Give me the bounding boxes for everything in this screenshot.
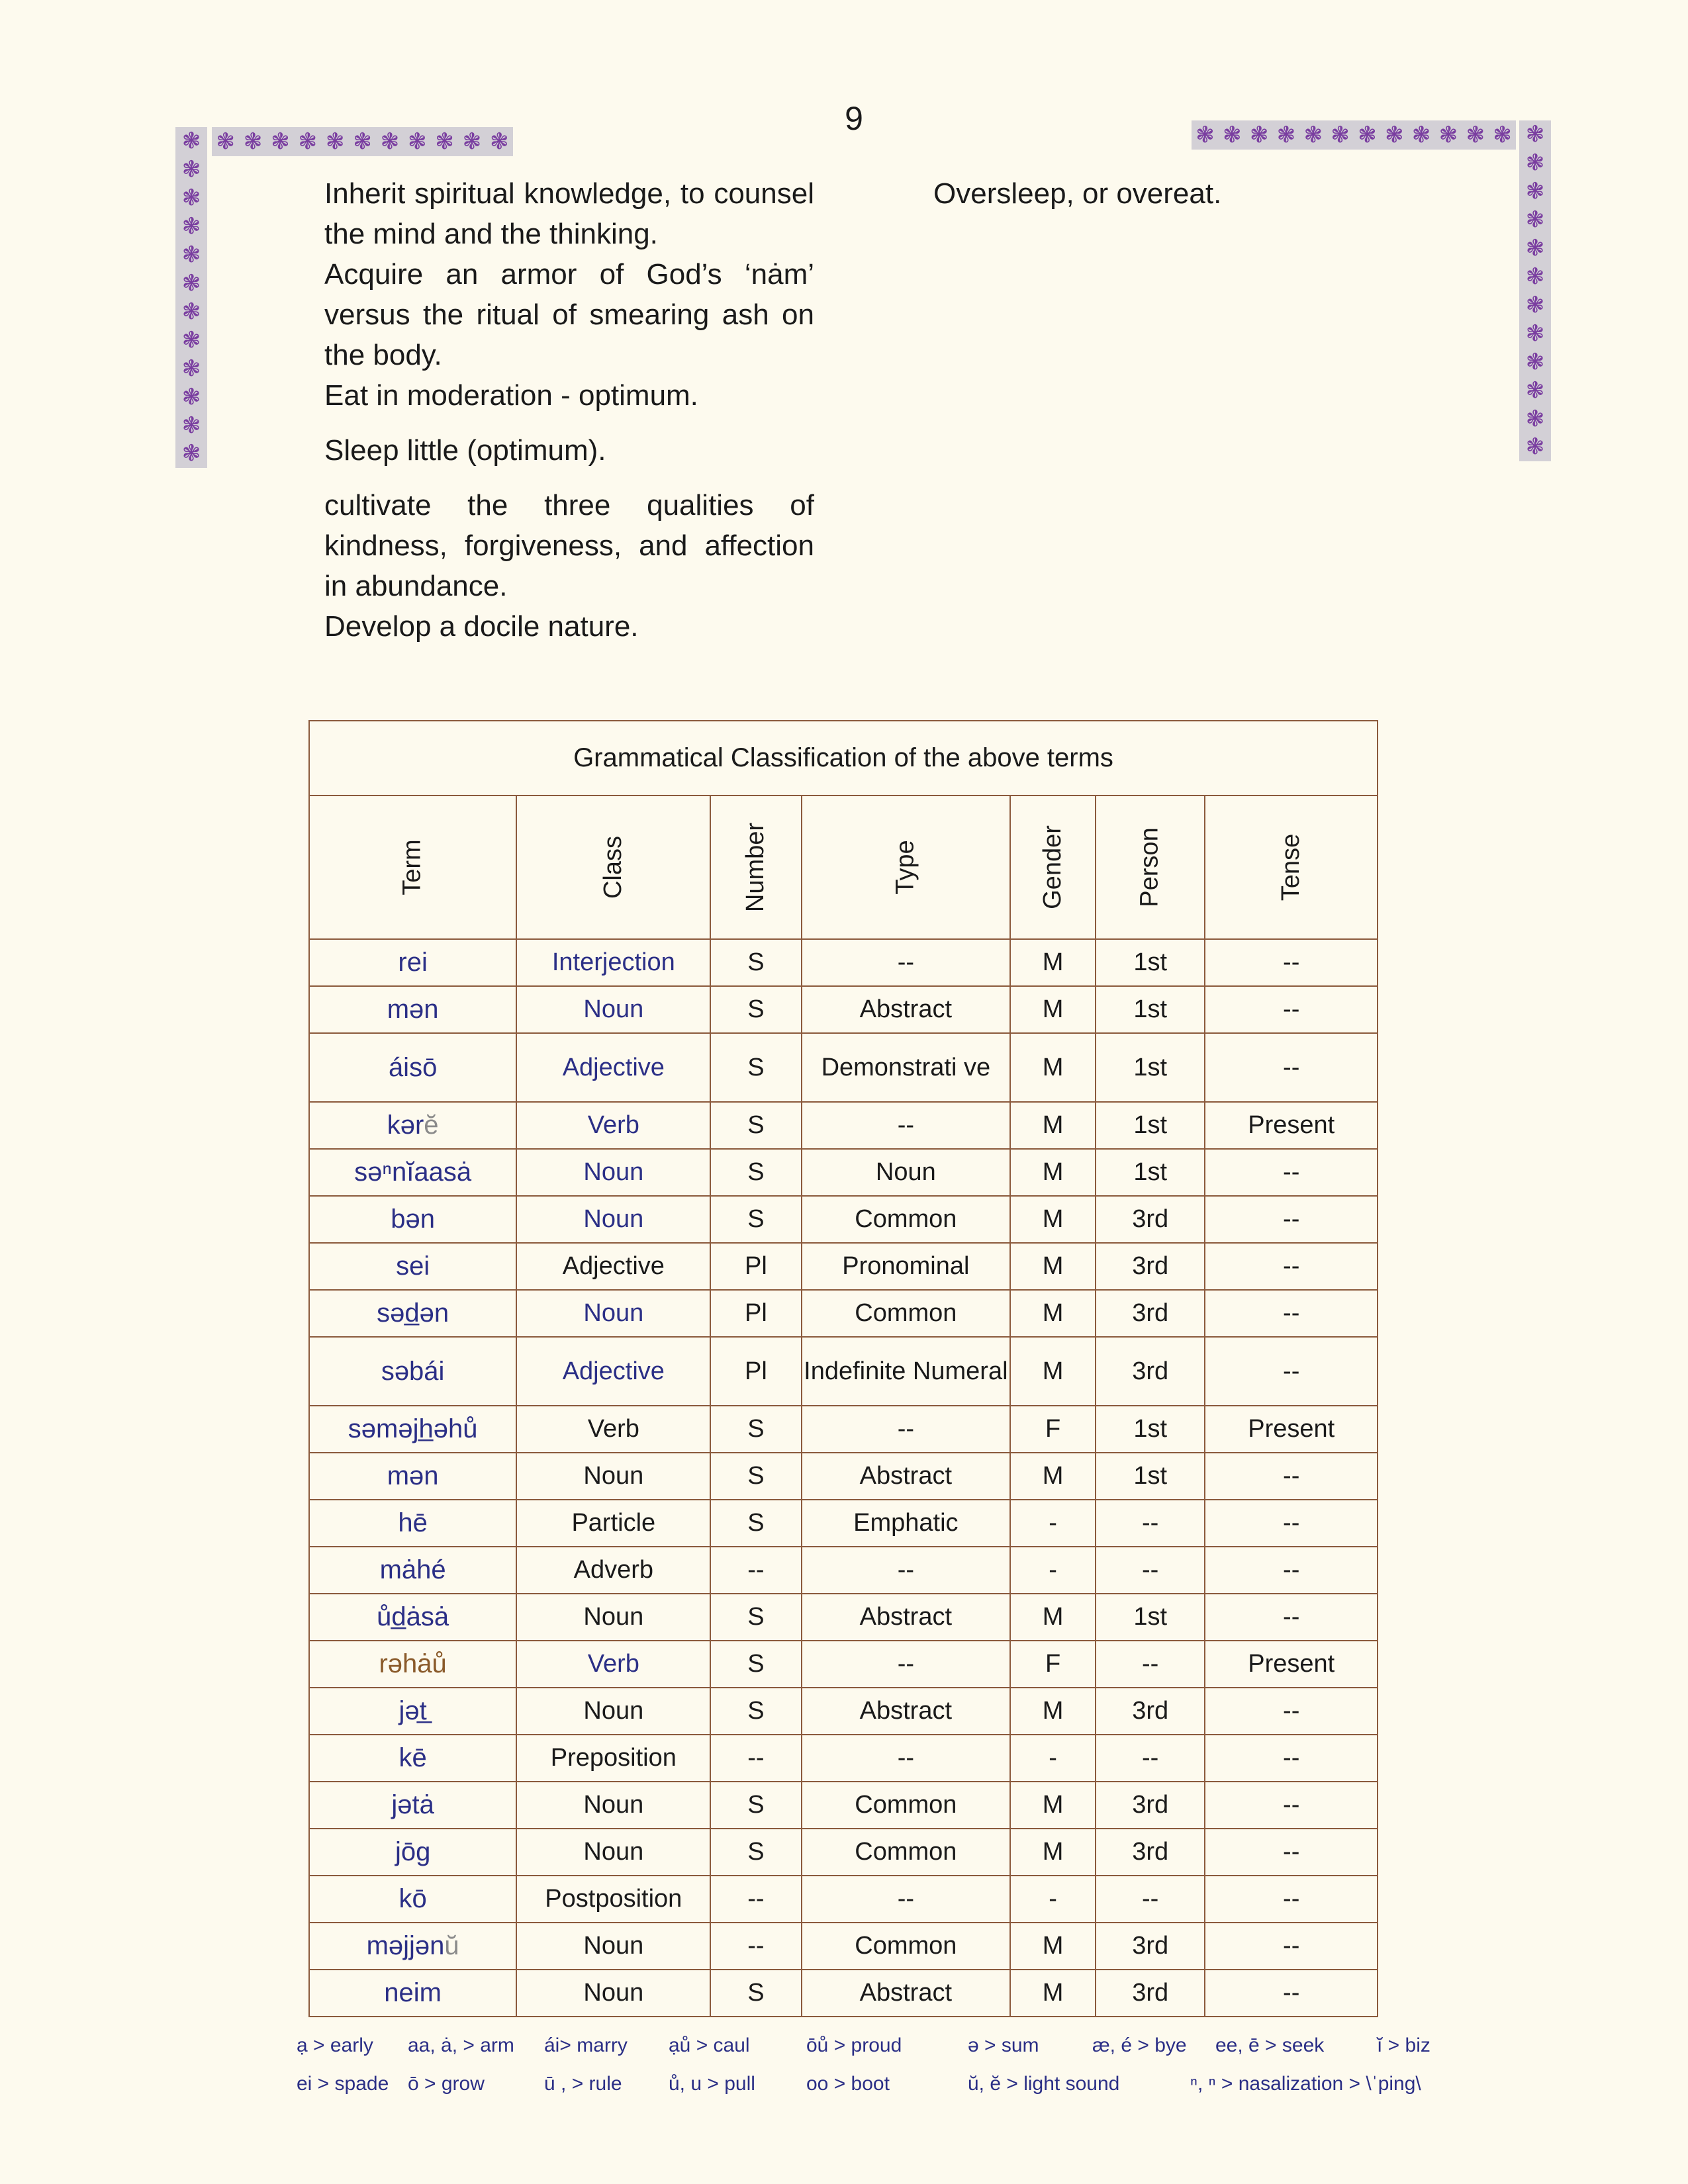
number-cell: S [710,1970,801,2017]
gender-cell: M [1010,1970,1096,2017]
class-cell: Interjection [516,939,710,986]
flower-ornament-icon: ❃ [181,128,201,154]
column-header: Type [802,796,1011,939]
table-row [309,1641,1378,1688]
tense-cell: -- [1205,1337,1378,1406]
person-cell: 3rd [1096,1688,1205,1735]
person-cell: 1st [1096,1149,1205,1196]
tense-cell: -- [1205,1453,1378,1500]
column-header: Number [710,796,801,939]
number-cell: -- [710,1735,801,1782]
tense-cell: -- [1205,986,1378,1033]
type-cell: -- [802,939,1011,986]
key-entry: ů, u > pull [669,2073,755,2095]
type-cell: -- [802,1102,1011,1149]
person-cell: 3rd [1096,1970,1205,2017]
table-row [309,1196,1378,1243]
table-row [309,1102,1378,1149]
tense-cell: -- [1205,1290,1378,1337]
term-cell [309,1149,516,1196]
flower-ornament-icon: ❃ [181,242,201,268]
term-text: məjjən [366,1931,445,1960]
table-row [309,1923,1378,1970]
class-cell: Noun [516,1453,710,1500]
term-text: səməjh̲əhů [348,1414,478,1443]
table-row [309,1290,1378,1337]
table-row [309,1688,1378,1735]
type-cell: Abstract [802,1453,1011,1500]
page-number: 9 [845,100,863,137]
paragraph: Inherit spiritual knowledge, to counsel the mind and the thinking. [324,177,814,250]
gender-cell: M [1010,1829,1096,1876]
flower-ornament-icon: ❃ [271,129,290,154]
table-row [309,1547,1378,1594]
key-entry: ee, ē > seek [1215,2034,1325,2056]
tense-cell: -- [1205,1149,1378,1196]
table-row [309,1243,1378,1290]
gender-cell: F [1010,1406,1096,1453]
floral-border-top-right [1192,120,1516,150]
paragraph: Eat in moderation - optimum. [324,379,698,412]
type-cell: Abstract [802,986,1011,1033]
person-cell: 1st [1096,939,1205,986]
term-text: hē [398,1508,428,1537]
flower-ornament-icon: ❃ [181,412,201,438]
term-cell [309,1594,516,1641]
gender-cell: - [1010,1876,1096,1923]
flower-ornament-icon: ❃ [325,129,345,154]
term-cell [309,1547,516,1594]
class-cell: Noun [516,1829,710,1876]
flower-ornament-icon: ❃ [181,185,201,211]
term-cell [309,1196,516,1243]
tense-cell: -- [1205,1033,1378,1102]
number-cell: S [710,1033,801,1102]
tense-cell: -- [1205,1970,1378,2017]
class-cell: Noun [516,1594,710,1641]
table-row [309,1594,1378,1641]
number-cell: -- [710,1876,801,1923]
type-cell: -- [802,1547,1011,1594]
number-cell: Pl [710,1243,801,1290]
number-cell: S [710,1196,801,1243]
flower-ornament-icon: ❃ [243,129,263,154]
type-cell: -- [802,1641,1011,1688]
tense-cell: -- [1205,1500,1378,1547]
type-cell: Abstract [802,1688,1011,1735]
class-cell: Noun [516,1196,710,1243]
tense-cell: Present [1205,1102,1378,1149]
number-cell: Pl [710,1290,801,1337]
number-cell: S [710,1406,801,1453]
class-cell: Adjective [516,1033,710,1102]
flower-ornament-icon: ❃ [1411,122,1431,148]
flower-ornament-icon: ❃ [216,129,235,154]
gender-cell: M [1010,1782,1096,1829]
flower-ornament-icon: ❃ [1249,122,1269,148]
tense-cell: -- [1205,1547,1378,1594]
table-row [309,1033,1378,1102]
person-cell: 1st [1096,1453,1205,1500]
table-row [309,1829,1378,1876]
term-text: mȧhé [379,1555,446,1584]
tense-cell: -- [1205,1594,1378,1641]
person-cell: 1st [1096,1033,1205,1102]
key-entry: ei > spade [297,2073,389,2095]
type-cell: -- [802,1406,1011,1453]
table-row [309,1970,1378,2017]
flower-ornament-icon: ❃ [1525,122,1545,148]
term-cell [309,986,516,1033]
flower-ornament-icon: ❃ [181,327,201,353]
table-row [309,939,1378,986]
number-cell: -- [710,1547,801,1594]
flower-ornament-icon: ❃ [1525,320,1545,346]
flower-ornament-icon: ❃ [1525,406,1545,432]
type-cell: -- [802,1735,1011,1782]
key-entry: oo > boot [806,2073,890,2095]
gender-cell: M [1010,939,1096,986]
table-row [309,1149,1378,1196]
person-cell: 1st [1096,1102,1205,1149]
flower-ornament-icon: ❃ [1525,263,1545,289]
gender-cell: M [1010,1102,1096,1149]
person-cell: -- [1096,1876,1205,1923]
term-text: jətȧ [391,1790,434,1819]
flower-ornament-icon: ❃ [1222,122,1242,148]
flower-ornament-icon: ❃ [181,441,201,467]
floral-border-right [1519,120,1551,461]
paragraph: Sleep little (optimum). [324,434,606,467]
gender-cell: M [1010,1453,1096,1500]
flower-ornament-icon: ❃ [1525,150,1545,176]
term-text: mən [387,1461,439,1490]
term-cell [309,1735,516,1782]
column-header: Class [516,796,710,939]
tense-cell: -- [1205,1876,1378,1923]
term-text: jət̲ [399,1696,427,1725]
term-text: rei [398,948,428,977]
flower-ornament-icon: ❃ [462,129,482,154]
flower-ornament-icon: ❃ [1525,179,1545,205]
gender-cell: - [1010,1500,1096,1547]
key-entry: ŭ, ĕ > light sound [968,2073,1120,2095]
term-cell [309,1102,516,1149]
number-cell: Pl [710,1337,801,1406]
type-cell: Demonstrati ve [802,1033,1011,1102]
flower-ornament-icon: ❃ [407,129,427,154]
person-cell: 3rd [1096,1290,1205,1337]
term-cell [309,1500,516,1547]
flower-ornament-icon: ❃ [435,129,454,154]
number-cell: S [710,1149,801,1196]
gender-cell: - [1010,1735,1096,1782]
tense-cell: -- [1205,1688,1378,1735]
tense-cell: -- [1205,1923,1378,1970]
tense-cell: -- [1205,939,1378,986]
gender-cell: M [1010,1290,1096,1337]
paragraph: Develop a docile nature. [324,610,639,643]
term-cell [309,1243,516,1290]
type-cell: Emphatic [802,1500,1011,1547]
type-cell: Common [802,1923,1011,1970]
gender-cell: M [1010,1033,1096,1102]
flower-ornament-icon: ❃ [1303,122,1323,148]
left-text-column [324,173,814,647]
key-entry: ạů > caul [669,2034,750,2056]
floral-border-left [175,127,207,468]
class-cell: Adjective [516,1337,710,1406]
class-cell: Noun [516,1923,710,1970]
flower-ornament-icon: ❃ [353,129,372,154]
class-cell: Noun [516,1688,710,1735]
table-row [309,1782,1378,1829]
column-header: Person [1096,796,1205,939]
number-cell: S [710,939,801,986]
flower-ornament-icon: ❃ [1493,122,1512,148]
tense-cell: -- [1205,1829,1378,1876]
table-row [309,986,1378,1033]
flower-ornament-icon: ❃ [1525,292,1545,318]
key-entry: ū , > rule [544,2073,622,2095]
paragraph: Oversleep, or overeat. [933,177,1222,210]
table-row [309,1876,1378,1923]
gender-cell: M [1010,1923,1096,1970]
person-cell: 3rd [1096,1196,1205,1243]
key-entry: ⁿ, ⁿ > nasalization > \ˈping\ [1190,2073,1421,2095]
term-text: səbái [381,1356,445,1386]
column-header: Tense [1205,796,1378,939]
term-text: ůd̲ȧsȧ [377,1602,449,1631]
term-cell [309,1290,516,1337]
gender-cell: M [1010,986,1096,1033]
term-cell [309,1782,516,1829]
person-cell: 3rd [1096,1923,1205,1970]
table-row [309,1500,1378,1547]
flower-ornament-icon: ❃ [181,270,201,296]
key-entry: ạ > early [297,2034,373,2056]
number-cell: S [710,1500,801,1547]
term-cell [309,1970,516,2017]
gender-cell: M [1010,1688,1096,1735]
term-cell [309,1033,516,1102]
tense-cell: Present [1205,1641,1378,1688]
key-entry: aa, ȧ, > arm [408,2034,514,2056]
flower-ornament-icon: ❃ [1525,377,1545,403]
flower-ornament-icon: ❃ [1525,434,1545,460]
flower-ornament-icon: ❃ [490,129,509,154]
class-cell: Noun [516,1149,710,1196]
person-cell: 1st [1096,1594,1205,1641]
gender-cell: - [1010,1547,1096,1594]
type-cell: Abstract [802,1594,1011,1641]
tense-cell: -- [1205,1196,1378,1243]
class-cell: Adjective [516,1243,710,1290]
class-cell: Noun [516,986,710,1033]
class-cell: Noun [516,1290,710,1337]
tense-cell: Present [1205,1406,1378,1453]
term-text: áisō [388,1052,438,1082]
number-cell: S [710,1829,801,1876]
paragraph: cultivate the three qualities of kindness, forgiveness, and affection in abundance. [324,489,814,602]
key-entry: æ, é > bye [1092,2034,1187,2056]
person-cell: 3rd [1096,1243,1205,1290]
class-cell: Noun [516,1782,710,1829]
flower-ornament-icon: ❃ [1196,122,1215,148]
term-text: səd̲ən [377,1298,449,1328]
flower-ornament-icon: ❃ [1525,349,1545,375]
flower-ornament-icon: ❃ [298,129,317,154]
flower-ornament-icon: ❃ [181,384,201,410]
key-entry: ái> marry [544,2034,628,2056]
type-cell: Common [802,1290,1011,1337]
gender-cell: M [1010,1243,1096,1290]
number-cell: S [710,1453,801,1500]
term-cell [309,1923,516,1970]
gender-cell: F [1010,1641,1096,1688]
person-cell: -- [1096,1641,1205,1688]
term-text-tail: ĕ [424,1111,439,1140]
term-text: neim [384,1978,442,2007]
grammar-classification-table [308,720,1378,2017]
flower-ornament-icon: ❃ [1466,122,1485,148]
term-cell [309,1688,516,1735]
flower-ornament-icon: ❃ [1331,122,1350,148]
term-cell [309,1641,516,1688]
number-cell: S [710,1102,801,1149]
type-cell: Common [802,1196,1011,1243]
number-cell: S [710,1782,801,1829]
flower-ornament-icon: ❃ [380,129,400,154]
column-header: Gender [1010,796,1096,939]
term-text: rəhȧů [379,1649,447,1678]
flower-ornament-icon: ❃ [1438,122,1458,148]
table-row [309,1337,1378,1406]
flower-ornament-icon: ❃ [181,214,201,240]
table-body [309,939,1378,2017]
table-row [309,1735,1378,1782]
class-cell: Verb [516,1641,710,1688]
class-cell: Verb [516,1406,710,1453]
tense-cell: -- [1205,1782,1378,1829]
term-cell [309,1453,516,1500]
floral-border-top-left [212,127,513,156]
class-cell: Verb [516,1102,710,1149]
term-cell [309,1876,516,1923]
gender-cell: M [1010,1196,1096,1243]
term-text: səⁿnĭaasȧ [354,1158,472,1187]
person-cell: -- [1096,1547,1205,1594]
type-cell: -- [802,1876,1011,1923]
type-cell: Abstract [802,1970,1011,2017]
term-cell [309,1406,516,1453]
term-text: kō [399,1884,427,1913]
flower-ornament-icon: ❃ [1525,207,1545,233]
flower-ornament-icon: ❃ [181,157,201,183]
tense-cell: -- [1205,1243,1378,1290]
flower-ornament-icon: ❃ [181,298,201,324]
right-text-column [933,173,1463,214]
type-cell: Indefinite Numeral [802,1337,1011,1406]
class-cell: Particle [516,1500,710,1547]
number-cell: S [710,986,801,1033]
term-text-tail: ŭ [444,1931,459,1960]
key-entry: ĭ > biz [1377,2034,1430,2056]
key-entry: ō > grow [408,2073,485,2095]
person-cell: 1st [1096,986,1205,1033]
term-cell [309,1337,516,1406]
term-cell [309,1829,516,1876]
person-cell: -- [1096,1735,1205,1782]
gender-cell: M [1010,1149,1096,1196]
key-entry: ōů > proud [806,2034,902,2056]
class-cell: Postposition [516,1876,710,1923]
paragraph: Acquire an armor of God’s ‘nȧm’ versus the ritual of smearing ash on the body. [324,258,814,371]
term-text: jōg [395,1837,431,1866]
type-cell: Common [802,1782,1011,1829]
term-text: mən [387,995,439,1024]
flower-ornament-icon: ❃ [181,355,201,381]
class-cell: Preposition [516,1735,710,1782]
person-cell: -- [1096,1500,1205,1547]
term-text: bən [391,1205,435,1234]
flower-ornament-icon: ❃ [1384,122,1404,148]
term-text: kē [399,1743,427,1772]
term-text: sei [396,1251,430,1281]
number-cell: -- [710,1923,801,1970]
gender-cell: M [1010,1337,1096,1406]
column-header: Term [309,796,516,939]
type-cell: Common [802,1829,1011,1876]
person-cell: 3rd [1096,1782,1205,1829]
number-cell: S [710,1641,801,1688]
person-cell: 3rd [1096,1829,1205,1876]
flower-ornament-icon: ❃ [1525,236,1545,261]
term-text: kər [387,1111,424,1140]
type-cell: Noun [802,1149,1011,1196]
class-cell: Noun [516,1970,710,2017]
term-cell [309,939,516,986]
flower-ornament-icon: ❃ [1358,122,1377,148]
class-cell: Adverb [516,1547,710,1594]
key-entry: ə > sum [968,2034,1039,2056]
type-cell: Pronominal [802,1243,1011,1290]
tense-cell: -- [1205,1735,1378,1782]
number-cell: S [710,1594,801,1641]
table-row [309,1453,1378,1500]
flower-ornament-icon: ❃ [1276,122,1296,148]
person-cell: 1st [1096,1406,1205,1453]
gender-cell: M [1010,1594,1096,1641]
table-caption: Grammatical Classification of the above terms [309,721,1378,796]
number-cell: S [710,1688,801,1735]
person-cell: 3rd [1096,1337,1205,1406]
table-row [309,1406,1378,1453]
